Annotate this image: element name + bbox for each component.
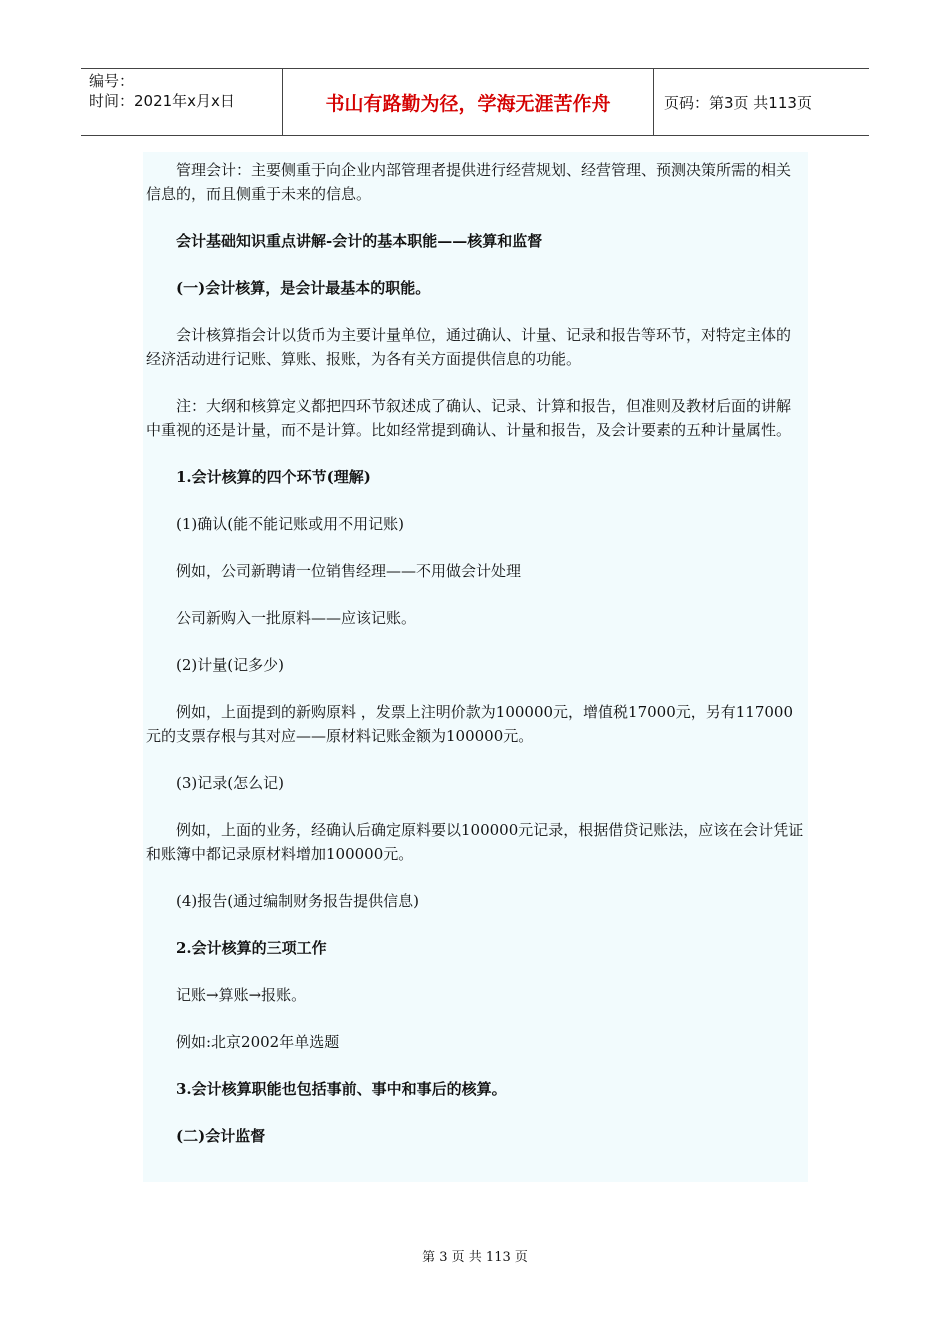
paragraph: 注：大纲和核算定义都把四环节叙述成了确认、记录、计算和报告，但准则及教材后面的讲解中重视的还是计量，而不是计算。比如经常提到确认、计量和报告，及会计要素的五种计量属性。 <box>146 397 792 439</box>
document-time-label: 时间：2021年x月x日 <box>89 92 235 110</box>
section-heading: 1.会计核算的四个环节(理解) <box>176 468 371 486</box>
paragraph: (4)报告(通过编制财务报告提供信息) <box>176 892 419 910</box>
paragraph: (1)确认(能不能记账或用不用记账) <box>176 515 404 533</box>
paragraph: 记账→算账→报账。 <box>176 986 307 1004</box>
paragraph: 例如:北京2002年单选题 <box>176 1033 340 1051</box>
section-heading: 会计基础知识重点讲解-会计的基本职能——核算和监督 <box>176 232 543 250</box>
paragraph: (2)计量(记多少) <box>176 656 284 674</box>
section-heading: (一)会计核算，是会计最基本的职能。 <box>176 279 431 297</box>
page-header-table <box>81 68 869 136</box>
document-number-label: 编号： <box>89 72 135 90</box>
paragraph: 公司新购入一批原料——应该记账。 <box>176 609 417 627</box>
section-heading: (二)会计监督 <box>176 1127 266 1145</box>
paragraph: 例如，上面的业务，经确认后确定原料要以100000元记录，根据借贷记账法，应该在会计凭证和账簿中都记录原材料增加100000元。 <box>146 821 804 863</box>
paragraph: 例如，上面提到的新购原料 ，发票上注明价款为100000元，增值税17000元，另有117000元的支票存根与其对应——原材料记账金额为100000元。 <box>146 703 794 745</box>
section-heading: 2.会计核算的三项工作 <box>176 939 327 957</box>
header-meta-cell <box>81 69 282 135</box>
page-footer: 第 3 页 共 113 页 <box>422 1250 528 1265</box>
header-page-number: 页码：第3页 共113页 <box>664 93 812 112</box>
paragraph: 管理会计：主要侧重于向企业内部管理者提供进行经营规划、经营管理、预测决策所需的相关信息的，而且侧重于未来的信息。 <box>146 161 792 203</box>
section-heading: 3.会计核算职能也包括事前、事中和事后的核算。 <box>176 1080 507 1098</box>
document-body <box>143 152 808 1182</box>
paragraph: 例如，公司新聘请一位销售经理——不用做会计处理 <box>176 562 522 580</box>
paragraph: (3)记录(怎么记) <box>176 774 284 792</box>
paragraph: 会计核算指会计以货币为主要计量单位，通过确认、计量、记录和报告等环节，对特定主体的经济活动进行记账、算账、报账，为各有关方面提供信息的功能。 <box>146 326 792 368</box>
header-motto: 书山有路勤为径，学海无涯苦作舟 <box>282 69 654 135</box>
